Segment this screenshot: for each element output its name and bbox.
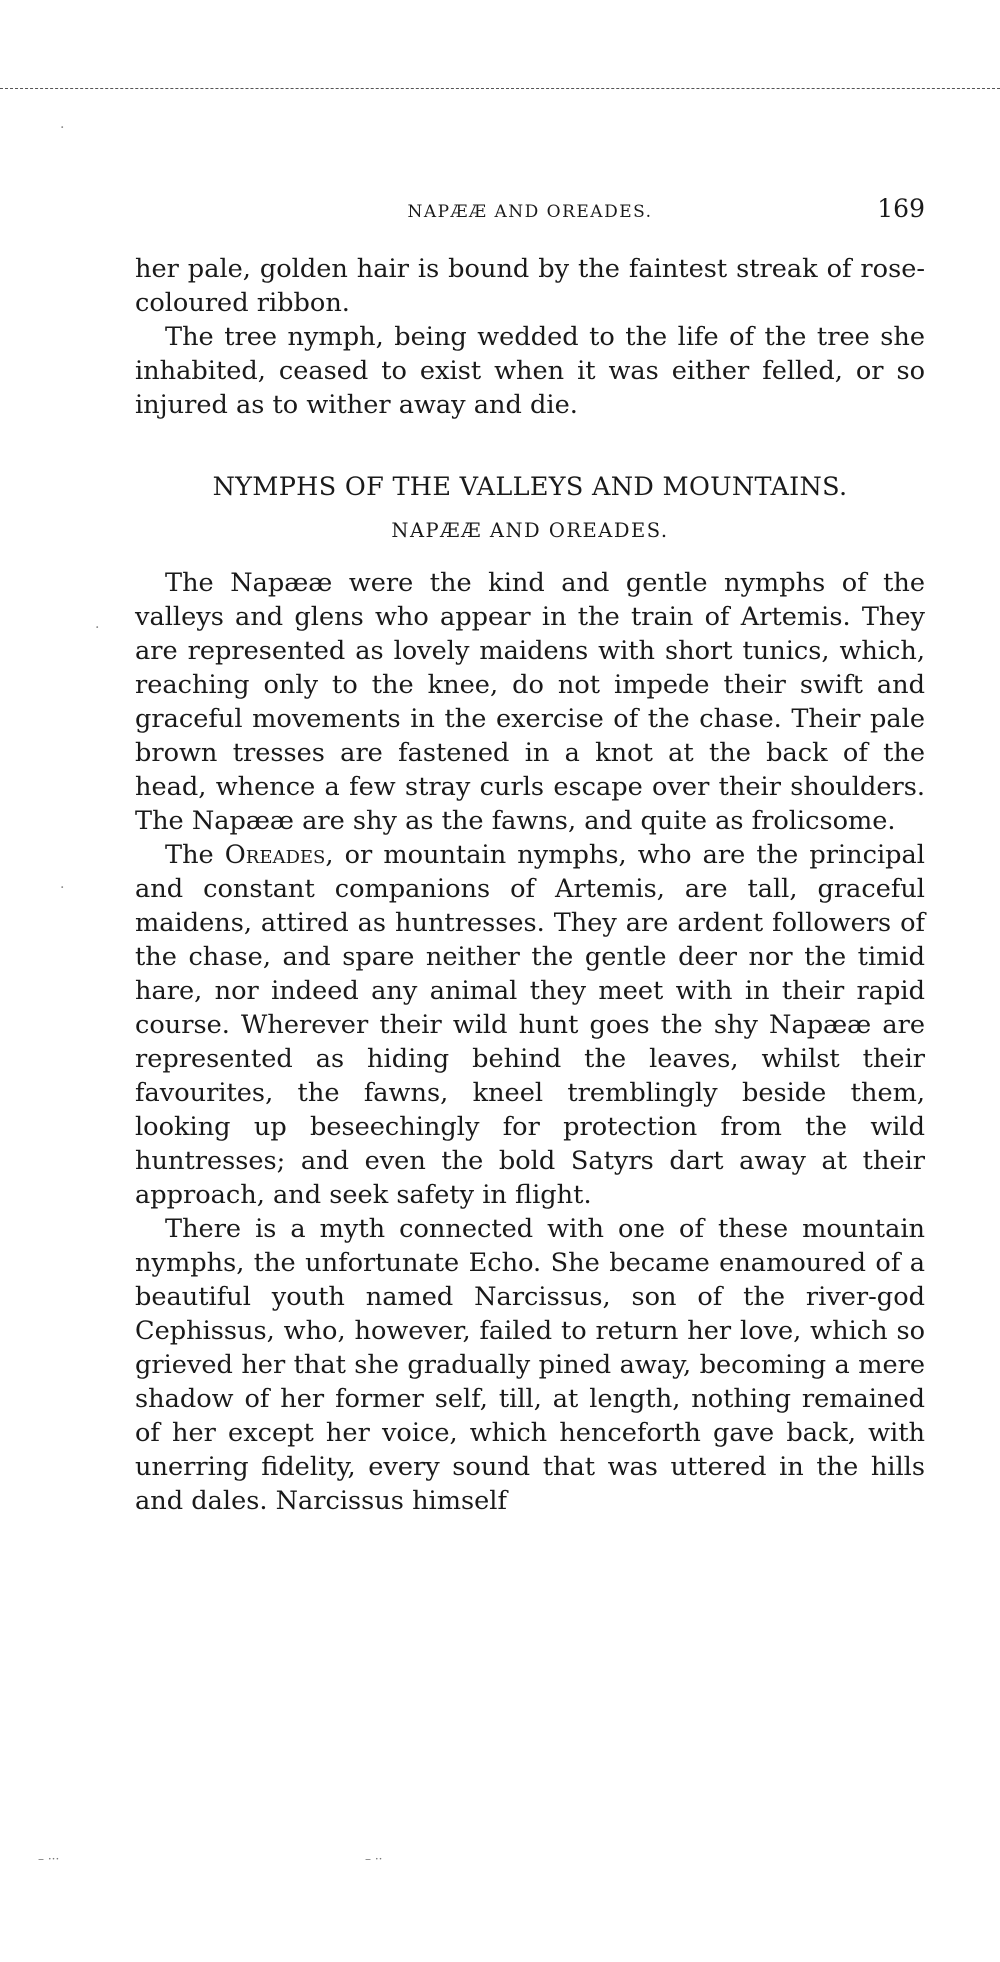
scan-speck: · (60, 880, 65, 896)
oreades-lead: The (165, 840, 225, 870)
page-header (135, 192, 925, 232)
bottom-scan-mark: – ·· (365, 1852, 383, 1866)
paragraph-tree-nymph: The tree nymph, being wedded to the life of the tree she inhabited, ceased to exist when it was either felled, or so injured as to wither away and die. (135, 322, 925, 420)
oreades-rest: , or mountain nymphs, who are the principal and constant companions of Artemis, are tall, graceful maidens, attired as huntresses. They are ardent followers of the chase, and spare neither the gentle deer nor the timid hare, nor indeed any animal they meet with in their rapid course. Wherever their wild hunt goes the shy Napææ are represented as hiding behind the leaves, whilst their favourites, the fawns, kneel tremblingly beside them, looking up beseechingly for protection from the wild huntresses; and even the bold Satyrs dart away at their approach, and seek safety in flight. (135, 840, 925, 1210)
scan-speck: · (60, 120, 65, 136)
paragraph-napaeae: The Napææ were the kind and gentle nymphs of the valleys and glens who appear in the train of Artemis. They are represented as lovely maidens with short tunics, which, reaching only to the knee, do not impede their swift and graceful movements in the exercise of the chase. Their pale brown tresses are fastened in a knot at the back of the head, whence a few stray curls escape over their shoulders. The Napææ are shy as the fawns, and quite as frolicsome. (135, 568, 925, 836)
paragraph-oreades (135, 838, 925, 1212)
page-body (135, 252, 925, 1518)
oreades-term: Oreades (224, 840, 326, 870)
top-scan-rule (0, 88, 1000, 89)
bottom-scan-mark: – ··· (38, 1852, 60, 1866)
paragraph-echo: There is a myth connected with one of these mountain nymphs, the unfortunate Echo. She became enamoured of a beautiful youth named Narcissus, son of the river-god Cephissus, who, however, failed to return her love, which so grieved her that she gradually pined away, becoming a mere shadow of her former self, till, at length, nothing remained of her except her voice, which henceforth gave back, with unerring fidelity, every sound that was uttered in the hills and dales. Narcissus himself (135, 1214, 925, 1516)
section-title: NYMPHS OF THE VALLEYS AND MOUNTAINS. (212, 472, 848, 502)
section-subtitle: NAPÆÆ AND OREADES. (391, 519, 669, 542)
page-number: 169 (877, 194, 925, 223)
paragraph-continuation: her pale, golden hair is bound by the faintest streak of rose-coloured ribbon. (135, 254, 925, 318)
scan-speck: · (95, 620, 100, 636)
running-title: NAPÆÆ AND OREADES. (407, 202, 653, 222)
